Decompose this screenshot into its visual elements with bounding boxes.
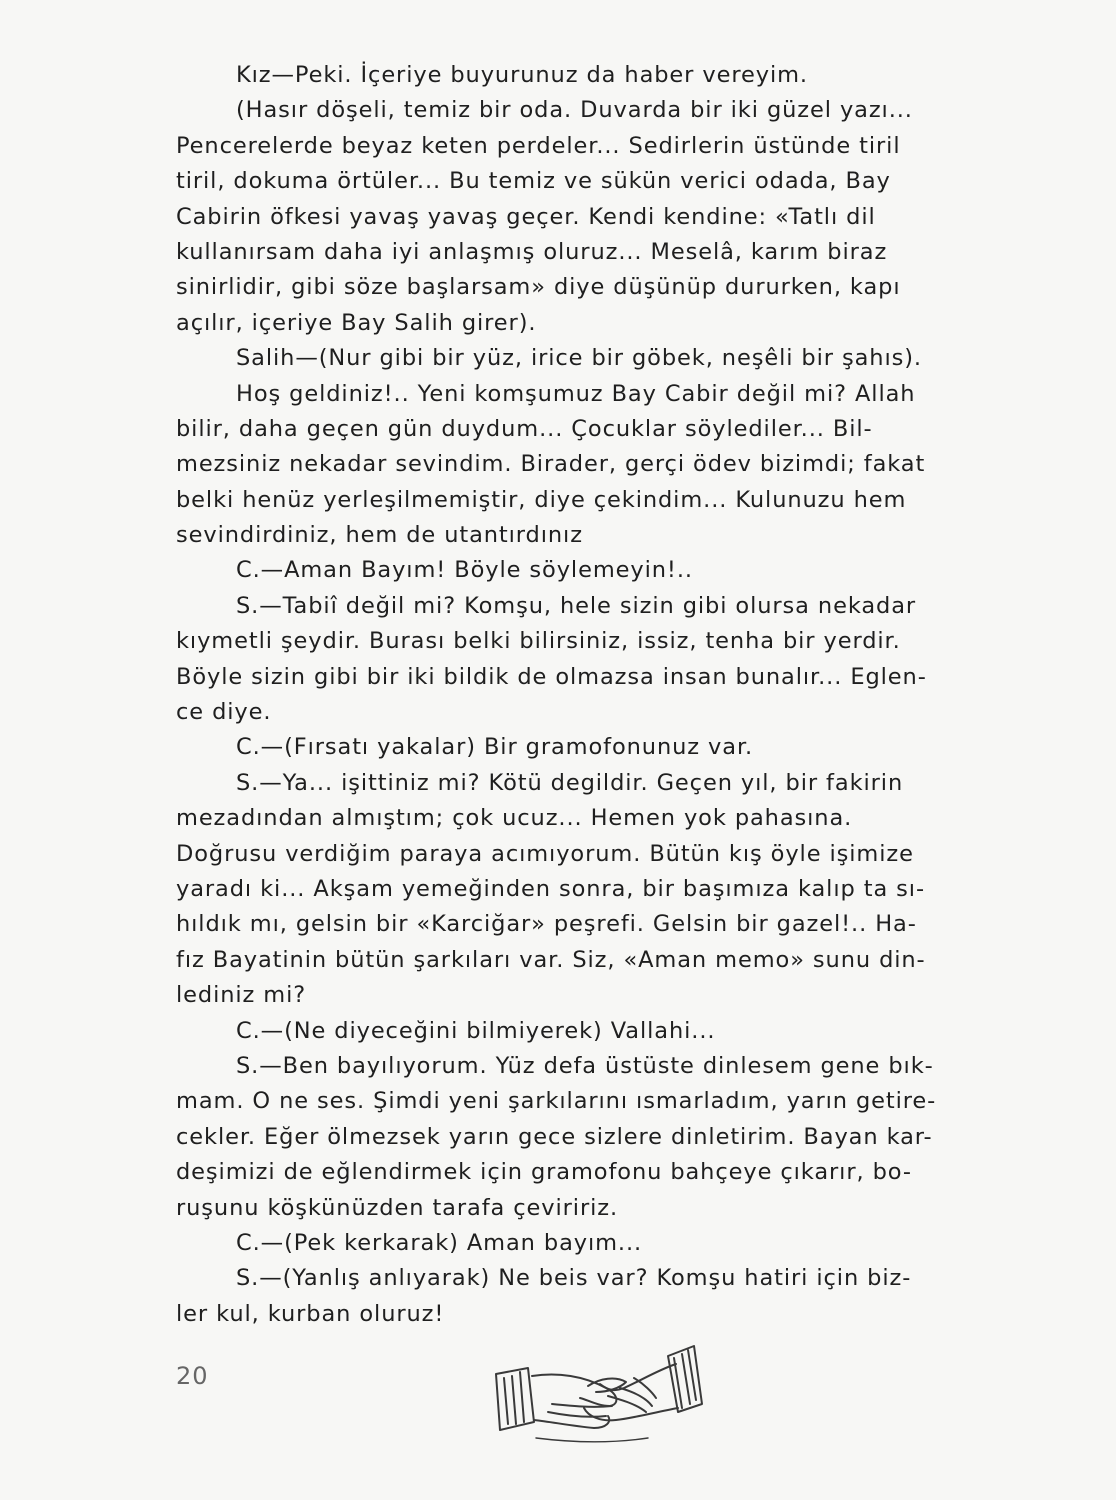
text-line: kıymetli şeydir. Burası belki bilirsiniz, issiz, tenha bir yerdir.	[176, 628, 901, 655]
text-line: Salih—(Nur gibi bir yüz, irice bir göbek, neşêli bir şahıs).	[236, 345, 922, 372]
text-line: (Hasır döşeli, temiz bir oda. Duvarda bir iki güzel yazı...	[236, 97, 913, 124]
text-line: mezsiniz nekadar sevindim. Birader, gerçi ödev bizimdi; fakat	[176, 451, 926, 478]
text-line: lediniz mi?	[176, 982, 307, 1009]
text-line: C.—Aman Bayım! Böyle söylemeyin!..	[236, 557, 693, 584]
text-line: kullanırsam daha iyi anlaşmış oluruz... Meselâ, karım biraz	[176, 238, 888, 265]
text-line: mam. O ne ses. Şimdi yeni şarkılarını ısmarladım, yarın getire-	[176, 1088, 937, 1115]
text-line: belki henüz yerleşilmemiştir, diye çekindim... Kulunuzu hem	[176, 486, 907, 513]
text-line: açılır, içeriye Bay Salih girer).	[176, 309, 537, 336]
dialogue-text	[176, 58, 1034, 1332]
text-line: cekler. Eğer ölmezsek yarın gece sizlere dinletirim. Bayan kar-	[176, 1123, 933, 1150]
text-line: sevindirdiniz, hem de utantırdınız	[176, 522, 583, 549]
page-number: 20	[176, 1362, 209, 1390]
text-line: hıldık mı, gelsin bir «Karciğar» peşrefi. Gelsin bir gazel!.. Ha-	[176, 911, 917, 938]
text-line: C.—(Fırsatı yakalar) Bir gramofonunuz var.	[236, 734, 754, 761]
text-line: sinirlidir, gibi söze başlarsam» diye düşünüp dururken, kapı	[176, 274, 901, 301]
text-line: ruşunu köşkünüzden tarafa çeviririz.	[176, 1194, 619, 1221]
text-line: C.—(Ne diyeceğini bilmiyerek) Vallahi...	[236, 1017, 716, 1044]
text-line: Kız—Peki. İçeriye buyurunuz da haber vereyim.	[236, 62, 808, 88]
text-line: yaradı ki... Akşam yemeğinden sonra, bir başımıza kalıp ta sı-	[176, 875, 925, 902]
text-line: C.—(Pek kerkarak) Aman bayım...	[236, 1229, 643, 1256]
text-line: ler kul, kurban oluruz!	[176, 1300, 445, 1327]
handshake-icon	[488, 1342, 708, 1450]
text-line: Böyle sizin gibi bir iki bildik de olmazsa insan bunalır... Eglen-	[176, 663, 927, 690]
text-line: fız Bayatinin bütün şarkıları var. Siz, «Aman memo» sunu din-	[176, 946, 926, 973]
text-line: S.—Ben bayılıyorum. Yüz defa üstüste dinlesem gene bık-	[236, 1052, 934, 1079]
text-line: deşimizi de eğlendirmek için gramofonu bahçeye çıkarır, bo-	[176, 1159, 912, 1186]
text-line: S.—Tabiî değil mi? Komşu, hele sizin gibi olursa nekadar	[236, 592, 917, 619]
text-line: Doğrusu verdiğim paraya acımıyorum. Bütün kış öyle işimize	[176, 840, 914, 867]
text-line: S.—Ya... işittiniz mi? Kötü degildir. Geçen yıl, bir fakirin	[236, 769, 904, 796]
text-line: bilir, daha geçen gün duydum... Çocuklar söylediler... Bil-	[176, 415, 873, 442]
text-line: S.—(Yanlış anlıyarak) Ne beis var? Komşu hatiri için biz-	[236, 1265, 912, 1292]
text-line: tiril, dokuma örtüler... Bu temiz ve sükün verici odada, Bay	[176, 168, 891, 195]
text-line: Hoş geldiniz!.. Yeni komşumuz Bay Cabir değil mi? Allah	[236, 380, 916, 407]
text-line: ce diye.	[176, 699, 272, 726]
text-line: Pencerelerde beyaz keten perdeler... Sedirlerin üstünde tiril	[176, 132, 901, 159]
text-line: mezadından almıştım; çok ucuz... Hemen yok pahasına.	[176, 805, 853, 832]
text-line: Cabirin öfkesi yavaş yavaş geçer. Kendi kendine: «Tatlı dil	[176, 203, 876, 230]
